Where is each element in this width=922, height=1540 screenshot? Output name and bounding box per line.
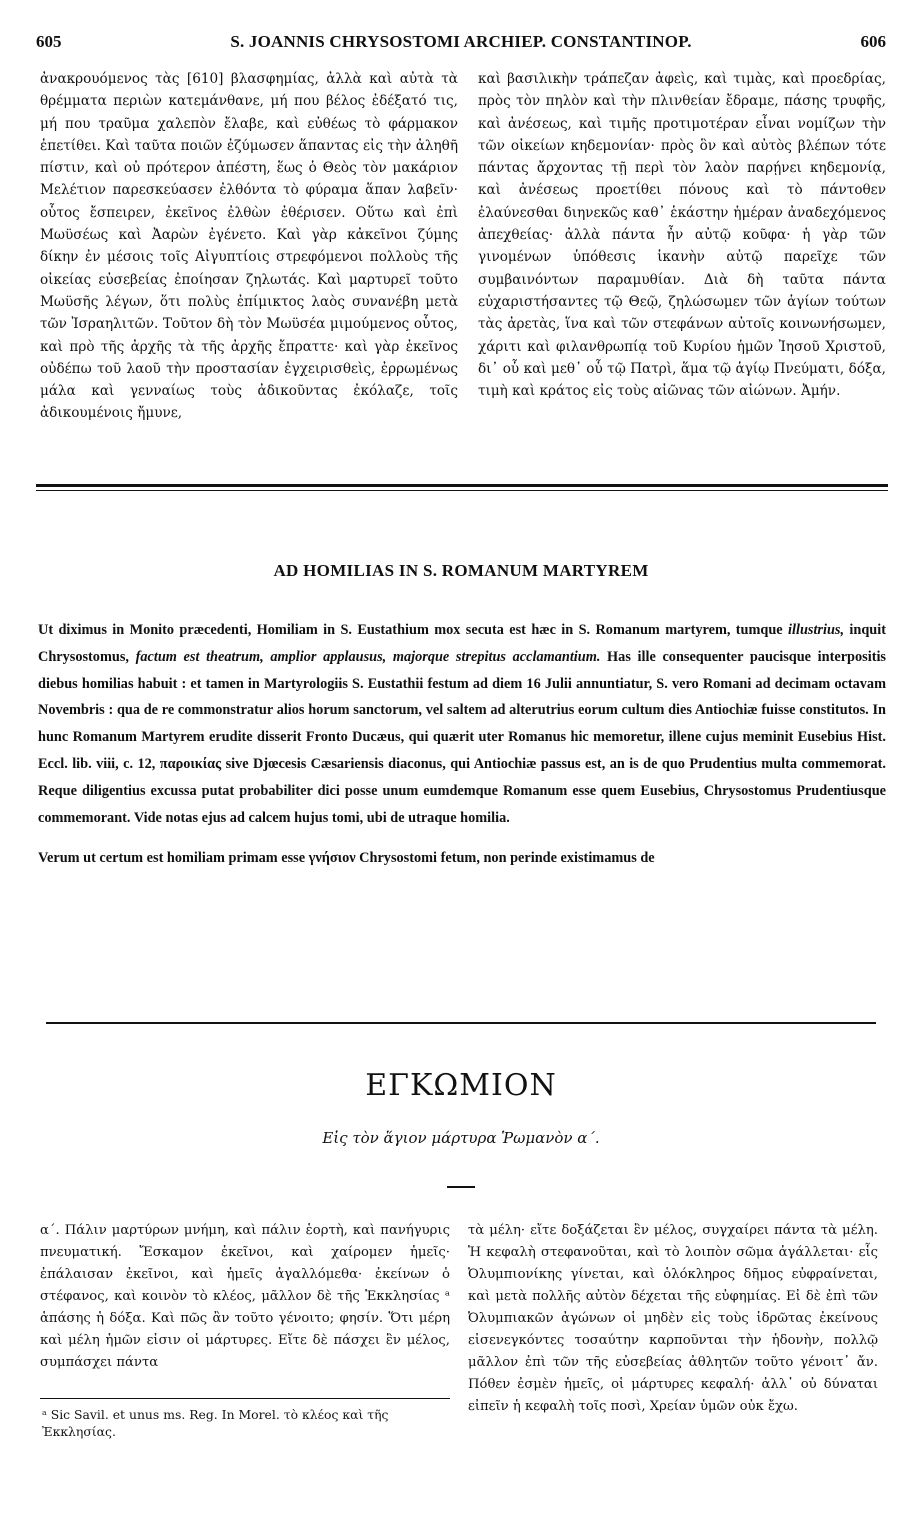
top-left-column bbox=[40, 68, 458, 425]
monitum-paragraph-2: Verum ut certum est homiliam primam esse γνήσιον Chrysostomi fetum, non perinde existimamus de bbox=[38, 850, 655, 867]
footnote-rule bbox=[40, 1398, 450, 1399]
section-divider-thin bbox=[36, 490, 888, 491]
running-header bbox=[36, 32, 886, 58]
monitum-paragraph-1 bbox=[38, 617, 886, 831]
monitum-title: AD HOMILIAS IN S. ROMANUM MARTYREM bbox=[273, 561, 649, 580]
encomium-left-text: α΄. Πάλιν μαρτύρων μνήμη, καὶ πάλιν ἑορτὴ, καὶ πανήγυρις πνευματική. Ἔσκαμον ἐκεῖνοι, καὶ χαίρομεν ἡμεῖς· ἐπάλαισαν ἐκεῖνοι, καὶ ἡμεῖς ἀγαλλόμεθα· ἐκείνων ὁ στέφανος, καὶ κοινὸν τὸ κλέος, μᾶλλον δὲ τῆς Ἐκκλησίας ᵃ ἁπάσης ἡ δόξα. Καὶ πῶς ἂν τοῦτο γένοιτο; φησίν. Ὅτι μέρη καὶ μέλη ἡμῶν εἰσιν οἱ μάρτυρες. Εἴτε δὲ πάσχει ἓν μέλος, συμπάσχει πάντα bbox=[40, 1223, 450, 1370]
footnote: ᵃ Sic Savil. et unus ms. Reg. In Morel. τὸ κλέος καὶ τῆς Ἐκκλησίας. bbox=[42, 1407, 389, 1439]
running-title: S. JOANNIS CHRYSOSTOMI ARCHIEP. CONSTANTINOP. bbox=[230, 32, 692, 51]
monitum-italic-1: illustrius, bbox=[788, 622, 845, 638]
top-right-column bbox=[478, 68, 886, 402]
monitum-body bbox=[38, 617, 886, 872]
encomium-right-text: τὰ μέλη· εἴτε δοξάζεται ἓν μέλος, συγχαίρει πάντα τὰ μέλη. Ἡ κεφαλὴ στεφανοῦται, καὶ τὸ λοιπὸν σῶμα ἀγάλλεται· εἷς Ὀλυμπιονίκης γίνεται, καὶ ὁλόκληρος δῆμος εὐφραίνεται, καὶ μετὰ πολλῆς αὐτὸν δέχεται τῆς εὐφημίας. Εἰ δὲ ἐπὶ τῶν Ὀλυμπιακῶν ἀγώνων οἱ μηδὲν εἰς τοὺς ἱδρῶτας ἐκείνους εἰσενεγκόντες τοσαύτην καρποῦνται τὴν ἡδονὴν, πολλῷ μᾶλλον ἐπὶ τῶν τῆς εὐσεβείας ἀθλητῶν τοῦτο γένοιτ᾽ ἄν. Πόθεν ἐσμὲν ἡμεῖς, οἱ μάρτυρες κεφαλή· ἀλλ᾽ οὐ δύναται εἰπεῖν ἡ κεφαλὴ τοῖς ποσὶ, Χρείαν ὑμῶν οὐκ ἔχω. bbox=[468, 1223, 878, 1414]
encomium-divider bbox=[46, 1022, 876, 1024]
subtitle-dash bbox=[447, 1186, 475, 1188]
page-number-right: 606 bbox=[860, 32, 886, 51]
page-number-left: 605 bbox=[36, 32, 62, 51]
top-left-text: ἀνακρουόμενος τὰς [610] βλασφημίας, ἀλλὰ καὶ αὐτὰ τὰ θρέμματα περιὼν κατεμάνθανε, μή που βέλος ἐδέξατό τις, μή που τραῦμα χαλεπὸν ἔλαβε, καὶ εὐθέως τὸ φάρμακον ἐπετίθει. Καὶ ταῦτα ποιῶν ἐζύμωσεν ἅπαντας εἰς τὴν ἀληθῆ πίστιν, καὶ οὐ πρότερον ἀπέστη, ἕως ὁ Θεὸς τὸν μακάριον Μελέτιον παρεσκεύασεν ἐλθόντα τὸ φύραμα ἅπαν λαβεῖν· οὗτος ἔσπειρεν, ἐκεῖνος ἐλθὼν ἐθέρισεν. Οὕτω καὶ ἐπὶ Μωϋσέως καὶ Ἀαρὼν ἐγένετο. Καὶ γὰρ κἀκεῖνοι ζύμης δίκην ἐν μέσοις τοῖς Αἰγυπτίοις στρεφόμενοι πολλοὺς τῆς οἰκείας εὐσεβείας ἐποίησαν ζηλωτάς. Καὶ μαρτυρεῖ τοῦτο Μωϋσῆς λέγων, ὅτι πολὺς ἐπίμικτος λαὸς συνανέβη μετὰ τῶν Ἰσραηλιτῶν. Τοῦτον δὴ τὸν Μωϋσέα μιμούμενος οὗτος, καὶ πρὸ τῆς ἀρχῆς τὰ τῆς ἀρχῆς ἔπραττε· καὶ γὰρ ἐκεῖνος οὐδέπω τοῦ λαοῦ τὴν προστασίαν ἐγχειρισθεὶς, ἐρρωμένως μάλα καὶ γενναίως τοὺς ἀδικοῦντας ἐκόλαζε, τοῖς ἀδικουμένοις ἤμυνε, bbox=[40, 71, 458, 422]
top-right-text: καὶ βασιλικὴν τράπεζαν ἀφεὶς, καὶ τιμὰς, καὶ προεδρίας, πρὸς τὸν πηλὸν καὶ τὴν πλινθείαν ἔδραμε, πάσης τρυφῆς, καὶ ἀνέσεως, καὶ τιμῆς προτιμοτέραν εἶναι νομίζων τὴν τῶν οἰκείων κηδεμονίαν· πρὸς ὃν καὶ αὐτὸς βλέπων τότε πάντας ἄρχοντας τῇ περὶ τὸν λαὸν παρῄνει κηδεμονίᾳ, καὶ ἀνέσεως προετίθει πόνους καὶ τὸ πάντοθεν ἐλαύνεσθαι διηνεκῶς καθ᾽ ἑκάστην ἡμέραν ἀναδεχόμενος ἀπεχθείας· ἀλλὰ πάντα ἦν αὐτῷ κοῦφα· ἡ γὰρ τῶν γινομένων ὑπόθεσις ἱκανὴν αὐτῷ παρεῖχε τῶν συμβαινόντων παραμυθίαν. Διὰ δὴ ταῦτα πάντα εὐχαριστήσαντες τῷ Θεῷ, ζηλώσωμεν τῶν ἁγίων τούτων τὰς ἀρετὰς, ἵνα καὶ τῶν στεφάνων αὐτοῖς κοινωνήσωμεν, χάριτι καὶ φιλανθρωπίᾳ τοῦ Κυρίου ἡμῶν Ἰησοῦ Χριστοῦ, δι᾽ οὗ καὶ μεθ᾽ οὗ τῷ Πατρὶ, ἅμα τῷ ἁγίῳ Πνεύματι, δόξα, τιμὴ καὶ κράτος εἰς τοὺς αἰῶνας τῶν αἰώνων. Ἀμήν. bbox=[478, 71, 886, 400]
encomium-left-column bbox=[40, 1220, 450, 1374]
monitum-italic-2: factum est theatrum, amplior applausus, majorque strepitus acclamantium. bbox=[135, 648, 601, 665]
monitum-text-a: Ut diximus in Monito præcedenti, Homiliam in S. Eustathium mox secuta est hæc in S. Romanum martyrem, tumque bbox=[38, 622, 789, 638]
monitum-text-b: inquit Chrysostomus, bbox=[38, 622, 886, 665]
monitum-text-c: Has ille consequenter paucisque interpositis diebus homilias habuit : et tamen in Martyrologiis S. Eustathii festum ad diem 16 Julii annuntiatur, S. vero Romani ad decimam octavam Novembris : qua de re commonstratur alios horum sanctorum, vel saltem ad alterutrius eorum cultum dies Antiochiæ fuisse constitutos. In hunc Romanum Martyrem erudite disserit Fronto Ducæus, qui quærit uter Romanus hic memoretur, illene cujus meminit Eusebius Hist. Eccl. lib. viii, c. 12, παροικίας sive Djœcesis Cæsariensis diaconus, qui Antiochiæ passus est, an is de quo Prudentius multa commemorat. Reque diligentius excussa putat probabiliter dici posse unum eumdemque Romanum esse quem Eusebius, Chrysostomus Prudentiusque commemorant. Vide notas ejus ad calcem hujus tomi, ubi de utraque homilia. bbox=[38, 648, 886, 826]
encomium-right-column bbox=[468, 1220, 878, 1418]
encomium-title: ΕΓΚΩΜΙΟΝ bbox=[365, 1068, 557, 1103]
encomium-subtitle: Εἰς τὸν ἅγιον μάρτυρα Ῥωμανὸν α΄. bbox=[322, 1129, 600, 1147]
section-divider-thick bbox=[36, 484, 888, 487]
